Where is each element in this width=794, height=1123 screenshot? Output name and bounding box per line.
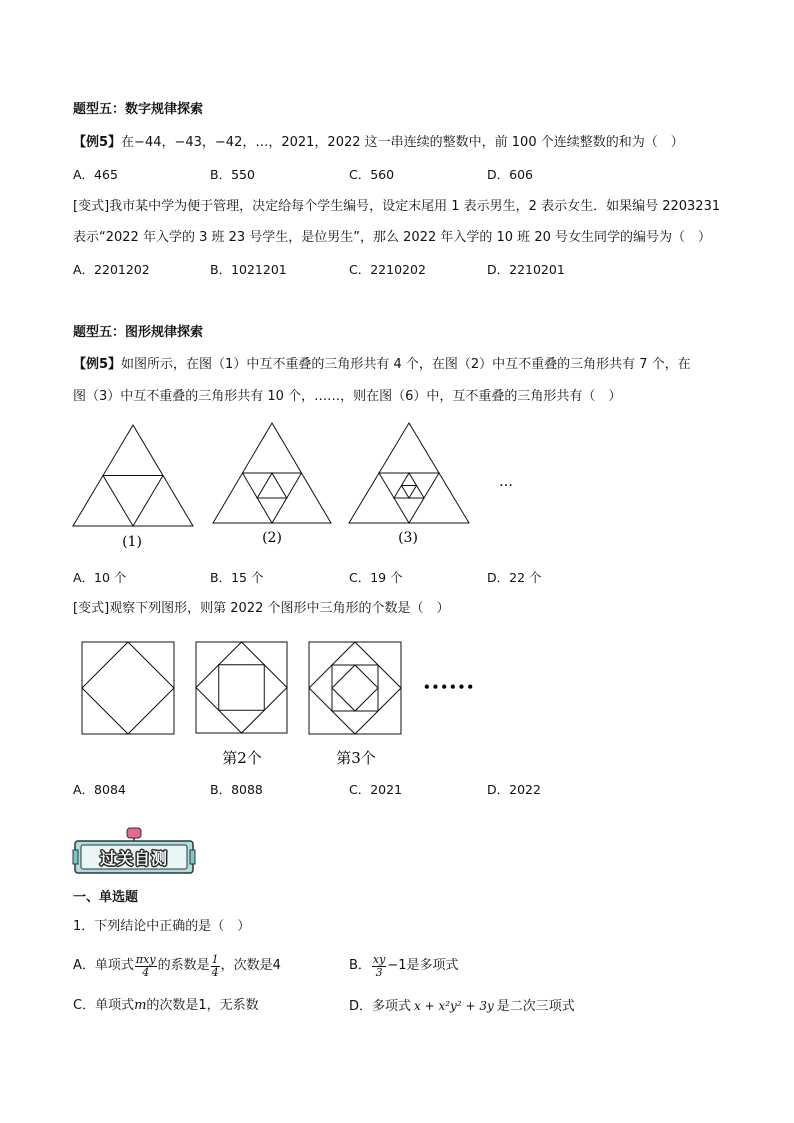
q1-a-prefix: A．单项式 [73, 958, 134, 973]
q1-a-mid: 的系数是 [157, 958, 210, 973]
s2-variant-option-d[interactable]: D．2022 [487, 782, 541, 797]
s2-option-a[interactable]: A．10 个 [73, 570, 127, 585]
figure-label-2: (2) [262, 530, 282, 546]
s2-variant-option-c[interactable]: C．2021 [349, 782, 403, 797]
q1-a-monomial-num: πxy [135, 952, 156, 966]
s2-option-c[interactable]: C．19 个 [349, 570, 403, 585]
q1-a-suffix: ，次数是4 [220, 958, 281, 973]
badge-text: 过关自测 [99, 849, 168, 868]
s1-variant-option-b[interactable]: B．1021201 [210, 262, 287, 277]
triangle-figure-3 [349, 423, 469, 523]
s2-variant-option-b[interactable]: B．8088 [210, 782, 263, 797]
s2-option-b[interactable]: B．15 个 [210, 570, 264, 585]
s2-variant-option-a[interactable]: A．8084 [73, 782, 126, 797]
square-label-3: 第3个 [336, 749, 376, 767]
square-figure-3 [309, 642, 401, 734]
question-1: 1．下列结论中正确的是（ ） [73, 919, 251, 934]
triangle-figure-2 [213, 423, 331, 523]
section1-heading: 题型五：数字规律探索 [73, 102, 204, 117]
section1-example [73, 134, 684, 152]
q1-a-monomial [135, 954, 157, 979]
s1-variant-line2: 表示“2022 年入学的 3 班 23 号学生，是位男生”，那么 2022 年入学的 10 班 20 号女生同学的编号为（ ） [73, 230, 711, 245]
example-tag: 【例5】 [73, 135, 122, 150]
q1-b-fraction-num: xy [372, 952, 386, 966]
q1-d-suffix: 是二次三项式 [496, 999, 575, 1014]
figure-label-3: (3) [398, 530, 418, 546]
q1-option-b[interactable] [349, 949, 459, 983]
square-figures [76, 636, 486, 772]
square-dots: •••••• [422, 680, 476, 694]
s1-option-b[interactable]: B．550 [210, 167, 255, 182]
figure-ellipsis: … [499, 474, 513, 490]
s2-option-d[interactable]: D．22 个 [487, 570, 542, 585]
section-badge [72, 826, 196, 876]
q1-b-fraction-den: 3 [375, 965, 383, 979]
triangle-figures [66, 418, 536, 553]
triangle-figure-1 [73, 425, 193, 526]
s1-variant-option-d[interactable]: D．2210201 [487, 262, 565, 277]
s1-variant-option-c[interactable]: C．2210202 [349, 262, 426, 277]
q1-c-suffix: 的次数是1，无系数 [146, 998, 259, 1013]
section2-example-line2: 图（3）中互不重叠的三角形共有 10 个，……，则在图（6）中，互不重叠的三角形共有（ ） [73, 389, 622, 404]
example-text: 如图所示，在图（1）中互不重叠的三角形共有 4 个，在图（2）中互不重叠的三角形共有 7 个，在 [121, 357, 691, 372]
section2-heading: 题型五：图形规律探索 [73, 325, 204, 340]
q1-b-suffix: −1是多项式 [387, 958, 459, 973]
s1-option-c[interactable]: C．560 [349, 167, 395, 182]
s2-variant-text: [变式]观察下列图形，则第 2022 个图形中三角形的个数是（ ） [73, 601, 450, 616]
q1-a-coef-den: 4 [211, 965, 219, 979]
s1-variant-option-a[interactable]: A．2201202 [73, 262, 150, 277]
s1-option-d[interactable]: D．606 [487, 167, 533, 182]
q1-option-d[interactable] [349, 997, 575, 1016]
q1-option-c[interactable] [73, 997, 259, 1015]
q1-a-coef-num: 1 [211, 952, 219, 966]
example-text: 在−44，−43，−42，…，2021，2022 这一串连续的整数中，前 100 个连续整数的和为（ ） [121, 135, 684, 150]
section2-example-line1 [73, 356, 691, 374]
q1-option-a[interactable] [73, 949, 281, 983]
q1-b-fraction [372, 954, 386, 979]
square-label-2: 第2个 [222, 749, 262, 767]
s1-option-a[interactable]: A．465 [73, 167, 118, 182]
figure-label-1: (1) [122, 534, 142, 550]
q1-b-prefix: B． [349, 958, 371, 973]
q1-c-var: m [134, 998, 147, 1013]
part-heading: 一、单选题 [73, 890, 139, 905]
example-tag: 【例5】 [73, 357, 122, 372]
square-figure-1 [82, 642, 174, 734]
q1-c-prefix: C．单项式 [73, 998, 135, 1013]
q1-d-prefix: D．多项式 [349, 999, 412, 1014]
q1-a-coef [211, 954, 220, 979]
s1-variant-line1: [变式]我市某中学为便于管理，决定给每个学生编号，设定末尾用 1 表示男生，2 表示女生．如果编号 2203231 [73, 199, 721, 214]
q1-a-monomial-den: 4 [142, 965, 150, 979]
square-figure-2 [196, 642, 287, 733]
q1-d-expr: x + x²y² + 3y [414, 999, 494, 1013]
